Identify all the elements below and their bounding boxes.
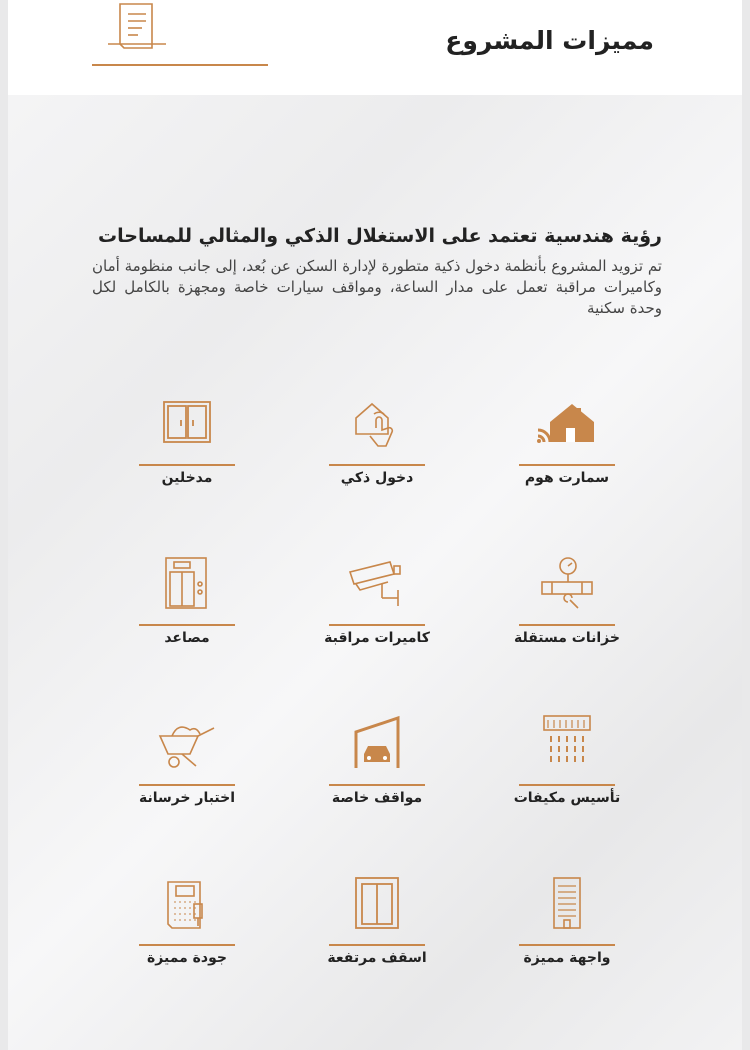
feature-underline xyxy=(139,624,235,626)
features-grid xyxy=(92,388,662,1028)
intro-heading: رؤية هندسية تعتمد على الاستغلال الذكي والمثالي للمساحات xyxy=(98,225,662,247)
smart-home-icon xyxy=(532,394,602,454)
intro-section xyxy=(92,222,662,319)
feature-private-parking xyxy=(282,708,472,868)
feature-label: مدخلين xyxy=(161,470,213,486)
feature-label: اسقف مرتفعة xyxy=(327,950,427,966)
feature-quality xyxy=(92,868,282,1028)
air-conditioner-icon xyxy=(532,714,602,774)
feature-underline xyxy=(519,624,615,626)
feature-label: سمارت هوم xyxy=(524,470,610,486)
feature-underline xyxy=(329,944,425,946)
feature-distinct-facade xyxy=(472,868,662,1028)
feature-label: خزانات مستقلة xyxy=(514,630,620,646)
page xyxy=(8,0,742,1050)
high-ceiling-icon xyxy=(342,874,412,934)
feature-elevators xyxy=(92,548,282,708)
feature-underline xyxy=(139,784,235,786)
quality-finish-icon xyxy=(152,874,222,934)
feature-ac-provision xyxy=(472,708,662,868)
feature-label: كاميرات مراقبة xyxy=(324,630,430,646)
feature-label: مواقف خاصة xyxy=(331,790,423,806)
garage-icon xyxy=(342,714,412,774)
feature-smart-entry xyxy=(282,388,472,548)
intro-body: تم تزويد المشروع بأنظمة دخول ذكية متطورة لإدارة السكن عن بُعد، إلى جانب منظومة أمان وكاميرات مراقبة تعمل على مدار الساعة، ومواقف سيارات خاصة ومجهزة بالكامل لكل وحدة سكنية xyxy=(92,257,662,317)
feature-high-ceilings xyxy=(282,868,472,1028)
feature-underline xyxy=(139,944,235,946)
header xyxy=(8,0,742,95)
feature-underline xyxy=(519,784,615,786)
title-underline xyxy=(92,64,268,66)
water-tank-icon xyxy=(532,554,602,614)
document-icon xyxy=(98,2,178,62)
feature-underline xyxy=(519,944,615,946)
feature-label: مصاعد xyxy=(164,630,210,646)
feature-underline xyxy=(139,464,235,466)
feature-underline xyxy=(329,624,425,626)
facade-icon xyxy=(532,874,602,934)
feature-underline xyxy=(329,464,425,466)
double-door-icon xyxy=(152,394,222,454)
feature-smart-home xyxy=(472,388,662,548)
feature-label: دخول ذكي xyxy=(340,470,414,486)
smart-entry-icon xyxy=(342,394,412,454)
feature-label: اختبار خرسانة xyxy=(138,790,236,806)
feature-water-tanks xyxy=(472,548,662,708)
page-title: مميزات المشروع xyxy=(445,26,654,55)
feature-concrete-testing xyxy=(92,708,282,868)
feature-double-door xyxy=(92,388,282,548)
feature-underline xyxy=(519,464,615,466)
feature-label: واجهة مميزة xyxy=(523,950,611,966)
elevator-icon xyxy=(152,554,222,614)
feature-security-cameras xyxy=(282,548,472,708)
wheelbarrow-icon xyxy=(152,714,222,774)
feature-label: جودة مميزة xyxy=(147,950,227,966)
feature-label: تأسيس مكيفات xyxy=(513,790,621,806)
feature-underline xyxy=(329,784,425,786)
security-camera-icon xyxy=(342,554,412,614)
